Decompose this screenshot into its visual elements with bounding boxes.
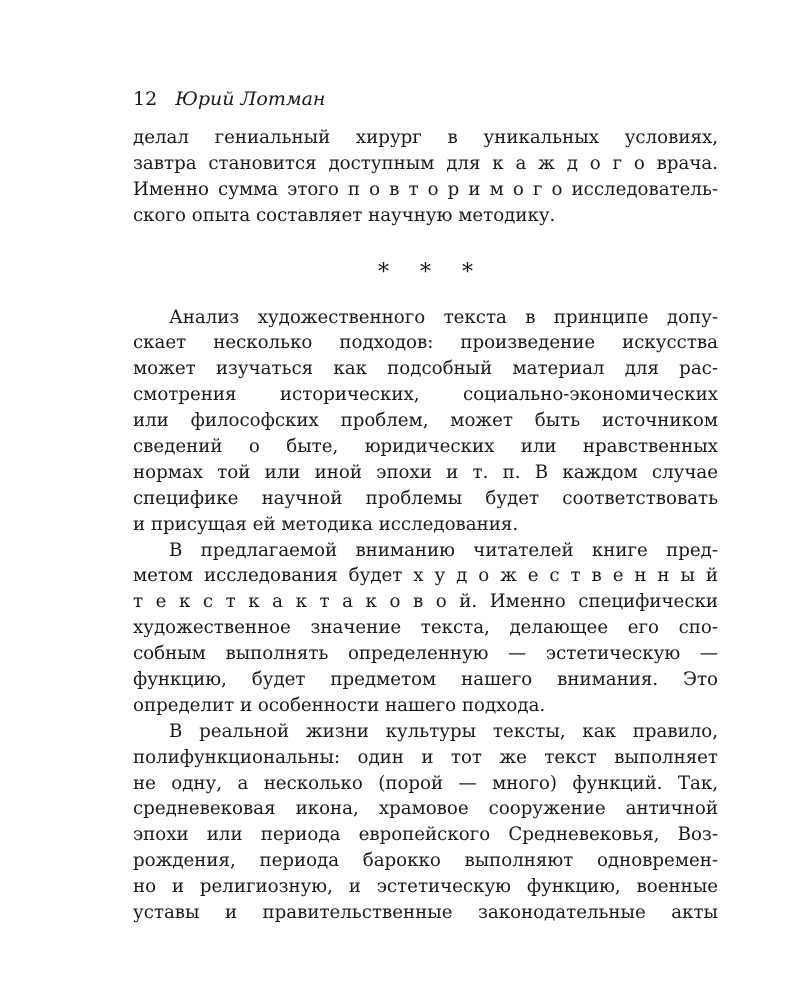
paragraph-analysis [133, 305, 718, 538]
text-line: полифункциональны: один и тот же текст выполняет [133, 746, 718, 768]
text-line: метом исследования будет х у д о ж е с т в е н н ы й [133, 565, 718, 587]
text-line: нормах той или иной эпохи и т. п. В каждом случае [133, 461, 718, 483]
book-page [133, 84, 718, 926]
text-line: определит и особенности нашего подхода. [133, 694, 546, 716]
text-line: уставы и правительственные законодательные акты [133, 902, 718, 924]
text-line: т е к с т к а к т а к о в о й. Именно специфически [133, 591, 718, 613]
text-line: скает несколько подходов: произведение искусства [133, 332, 718, 354]
text-line: делал гениальный хирург в уникальных условиях, [133, 127, 718, 148]
paragraph-continuation [133, 125, 718, 229]
text-line: завтра становится доступным для к а ж д о г о врача. [133, 152, 718, 174]
text-line: функцию, будет предметом нашего внимания. Это [133, 669, 718, 691]
text-line: Именно сумма этого п о в т о р и м о г о исследователь- [133, 178, 718, 200]
text-line: рождения, периода барокко выполняют одновремен- [133, 850, 718, 872]
text-line: В реальной жизни культуры тексты, как правило, [169, 720, 718, 742]
text-line: но и религиозную, и эстетическую функцию, военные [133, 876, 718, 898]
text-line: сведений о быте, юридических или нравственных [133, 436, 718, 458]
text-line: и присущая ей методика исследования. [133, 513, 519, 535]
text-line: или философских проблем, может быть источником [133, 410, 718, 432]
running-head [133, 84, 718, 114]
text-line: не одну, а несколько (порой — много) функций. Так, [133, 772, 718, 794]
text-line: В предлагаемой вниманию читателей книге пред- [169, 539, 718, 561]
text-line: средневековая икона, храмовое сооружение античной [133, 798, 718, 820]
text-line: Анализ художественного текста в принципе допу- [169, 306, 718, 328]
text-line: художественное значение текста, делающее его спо- [133, 617, 718, 639]
paragraph-subject [133, 538, 718, 719]
running-head-author: Юрий Лотман [175, 88, 326, 110]
page-number: 12 [133, 88, 158, 110]
text-line: ского опыта составляет научную методику. [133, 204, 556, 226]
text-line: может изучаться как подсобный материал для рас- [133, 358, 718, 380]
text-line: собным выполнять определенную — эстетическую — [133, 643, 718, 665]
paragraph-polyfunctionality [133, 719, 718, 926]
text-line: специфике научной проблемы будет соответствовать [133, 487, 718, 509]
text-line: эпохи или периода европейского Средневековья, Воз- [133, 824, 718, 846]
section-separator: * * * [378, 259, 485, 285]
text-line: смотрения исторических, социально-экономических [133, 384, 718, 406]
